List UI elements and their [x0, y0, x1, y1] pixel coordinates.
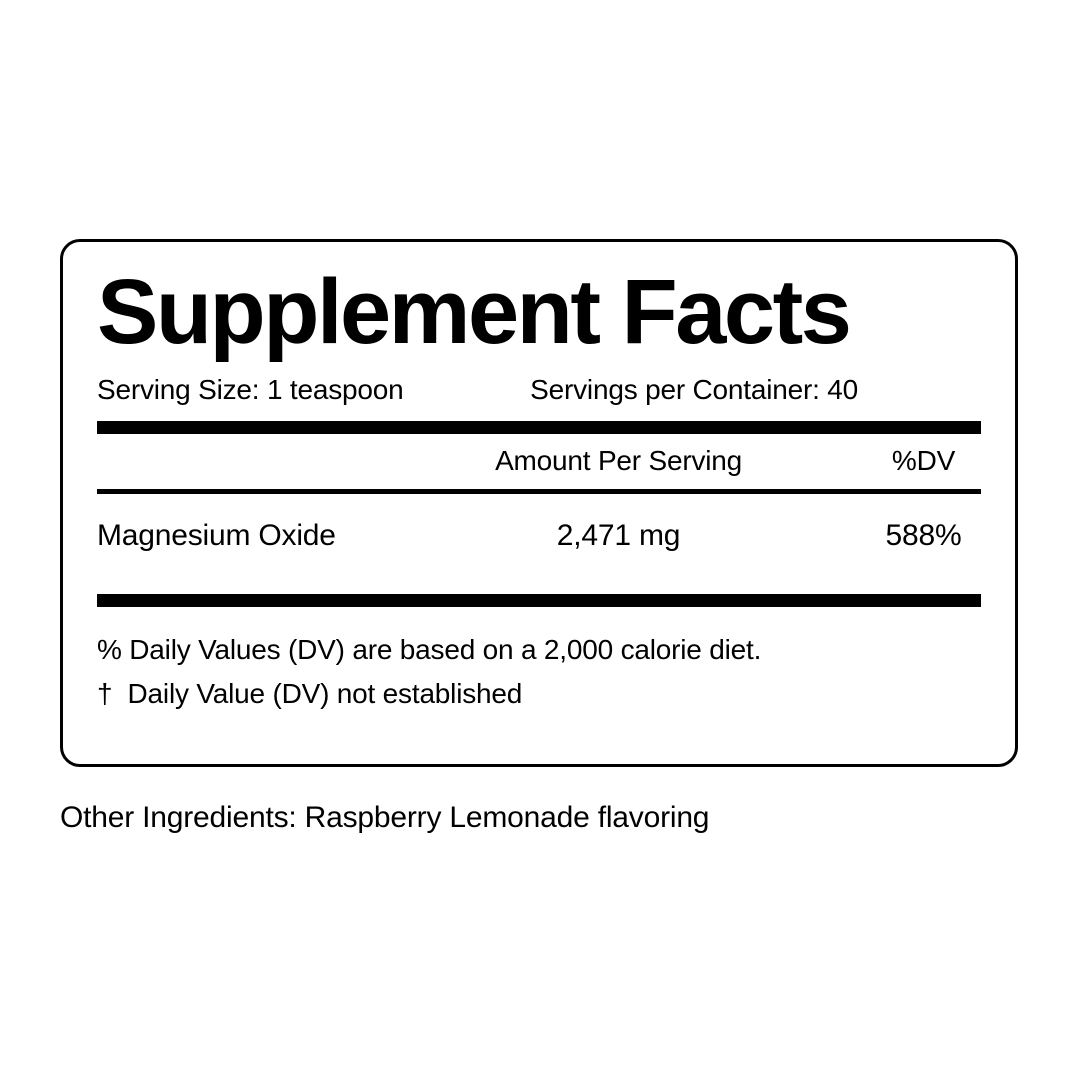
divider-thick-bottom — [97, 594, 981, 607]
ingredient-dv: 588% — [885, 519, 962, 553]
footnote-dv-not-established: † Daily Value (DV) not established — [97, 678, 523, 710]
table-row — [97, 494, 981, 579]
divider-thick-top — [97, 421, 981, 434]
column-header-amount-per-serving: Amount Per Serving — [495, 445, 743, 477]
footnotes — [97, 635, 981, 709]
other-ingredients-text: Other Ingredients: Raspberry Lemonade flavoring — [60, 801, 710, 834]
panel-title: Supplement Facts — [97, 261, 850, 363]
footnote-dv-basis: % Daily Values (DV) are based on a 2,000 calorie diet. — [97, 633, 762, 665]
table-header-row — [97, 434, 981, 489]
supplement-facts-panel — [60, 239, 1018, 767]
serving-size-text: Serving Size: 1 teaspoon — [97, 373, 404, 405]
servings-per-container-text: Servings per Container: 40 — [530, 373, 859, 405]
ingredient-name: Magnesium Oxide — [97, 519, 336, 553]
ingredient-amount: 2,471 mg — [556, 519, 681, 553]
column-header-dv: %DV — [891, 445, 956, 477]
serving-info-row — [97, 374, 981, 406]
